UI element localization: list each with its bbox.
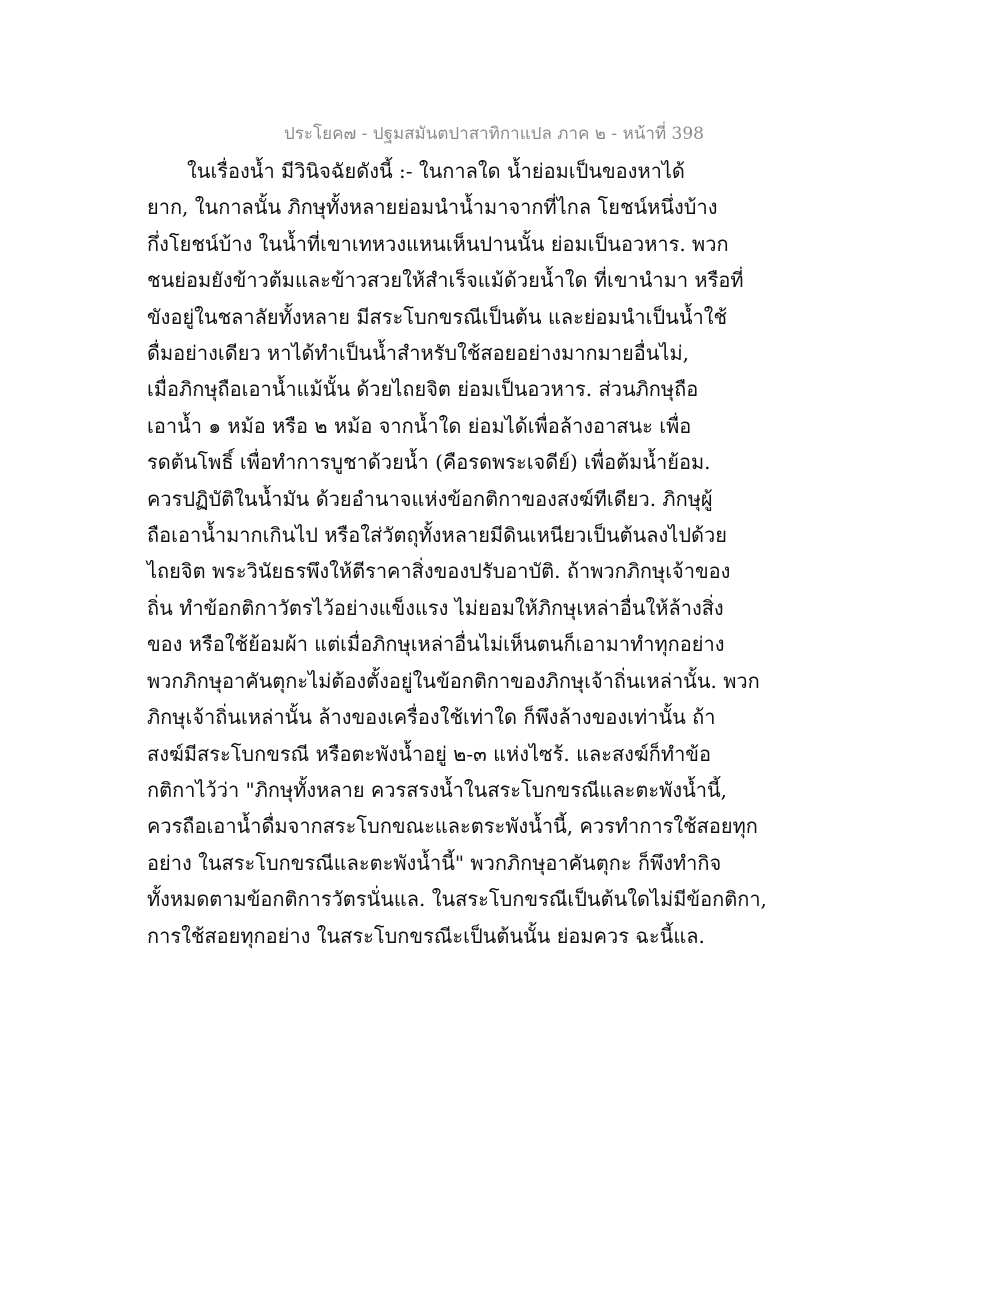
text-line-12: ไถยจิต พระวินัยธรพึงให้ตีราคาสิ่งของปรับอาบัติ. ถ้าพวกภิกษุเจ้าของ bbox=[147, 559, 731, 584]
text-line-5: ขังอยู่ในชลาลัยทั้งหลาย มีสระโบกขรณีเป็นต้น และย่อมนำเป็นน้ำใช้ bbox=[147, 304, 728, 329]
text-line-21: ทั้งหมดตามข้อกติการวัตรนั่นแล. ในสระโบกขรณีเป็นต้นใดไม่มีข้อกติกา, bbox=[147, 887, 767, 912]
text-line-14: ของ หรือใช้ย้อมผ้า แต่เมื่อภิกษุเหล่าอื่นไม่เห็นตนก็เอามาทำทุกอย่าง bbox=[147, 632, 725, 657]
text-line-17: สงฆ์มีสระโบกขรณี หรือตะพังน้ำอยู่ ๒-๓ แห่งไซร้. และสงฆ์ก็ทำข้อ bbox=[147, 741, 711, 766]
text-line-8: เอาน้ำ ๑ หม้อ หรือ ๒ หม้อ จากน้ำใด ย่อมได้เพื่อล้างอาสนะ เพื่อ bbox=[147, 413, 692, 438]
text-line-16: ภิกษุเจ้าถิ่นเหล่านั้น ล้างของเครื่องใช้เท่าใด ก็พึงล้างของเท่านั้น ถ้า bbox=[147, 705, 716, 730]
page-header: ประโยค๗ - ปฐมสมันตปาสาทิกาแปล ภาค ๒ - หน้าที่ 398 bbox=[283, 124, 704, 144]
text-line-13: ถิ่น ทำข้อกติกาวัตรไว้อย่างแข็งแรง ไม่ยอมให้ภิกษุเหล่าอื่นให้ล้างสิ่ง bbox=[147, 595, 724, 620]
text-line-19: ควรถือเอาน้ำดื่มจากสระโบกขณะและตระพังน้ำนี้, ควรทำการใช้สอยทุก bbox=[147, 814, 758, 839]
text-line-1: ในเรื่องน้ำ มีวินิจฉัยดังนี้ :- ในกาลใด น้ำย่อมเป็นของหาได้ bbox=[187, 159, 685, 183]
text-line-9: รดต้นโพธิ์ เพื่อทำการบูชาด้วยน้ำ (คือรดพระเจดีย์) เพื่อต้มน้ำย้อม. bbox=[147, 450, 711, 475]
text-line-11: ถือเอาน้ำมากเกินไป หรือใส่วัตถุทั้งหลายมีดินเหนียวเป็นต้นลงไปด้วย bbox=[147, 523, 727, 548]
body-text bbox=[147, 153, 867, 954]
text-line-10: ควรปฏิบัติในน้ำมัน ด้วยอำนาจแห่งข้อกติกาของสงฆ์ทีเดียว. ภิกษุผู้ bbox=[147, 486, 713, 511]
text-line-6: ดื่มอย่างเดียว หาได้ทำเป็นน้ำสำหรับใช้สอยอย่างมากมายอื่นไม่, bbox=[147, 341, 690, 366]
text-line-18: กติกาไว้ว่า "ภิกษุทั้งหลาย ควรสรงน้ำในสระโบกขรณีและตะพังน้ำนี้, bbox=[147, 777, 728, 802]
text-line-4: ชนย่อมยังข้าวต้มและข้าวสวยให้สำเร็จแม้ด้วยน้ำใด ที่เขานำมา หรือที่ bbox=[147, 268, 744, 293]
text-line-7: เมื่อภิกษุถือเอาน้ำแม้นั้น ด้วยไถยจิต ย่อมเป็นอวหาร. ส่วนภิกษุถือ bbox=[147, 377, 699, 402]
text-line-15: พวกภิกษุอาคันตุกะไม่ต้องตั้งอยู่ในข้อกติกาของภิกษุเจ้าถิ่นเหล่านั้น. พวก bbox=[147, 668, 760, 693]
text-line-3: กึ่งโยชน์บ้าง ในน้ำที่เขาเทหวงแหนเห็นปานนั้น ย่อมเป็นอวหาร. พวก bbox=[147, 231, 729, 256]
text-line-20: อย่าง ในสระโบกขรณีและตะพังน้ำนี้" พวกภิกษุอาคันตุกะ ก็พึงทำกิจ bbox=[147, 850, 722, 875]
text-line-22: การใช้สอยทุกอย่าง ในสระโบกขรณีะเป็นต้นนั้น ย่อมควร ฉะนี้แล. bbox=[147, 923, 705, 948]
text-line-2: ยาก, ในกาลนั้น ภิกษุทั้งหลายย่อมนำน้ำมาจากที่ไกล โยชน์หนึ่งบ้าง bbox=[147, 195, 718, 220]
